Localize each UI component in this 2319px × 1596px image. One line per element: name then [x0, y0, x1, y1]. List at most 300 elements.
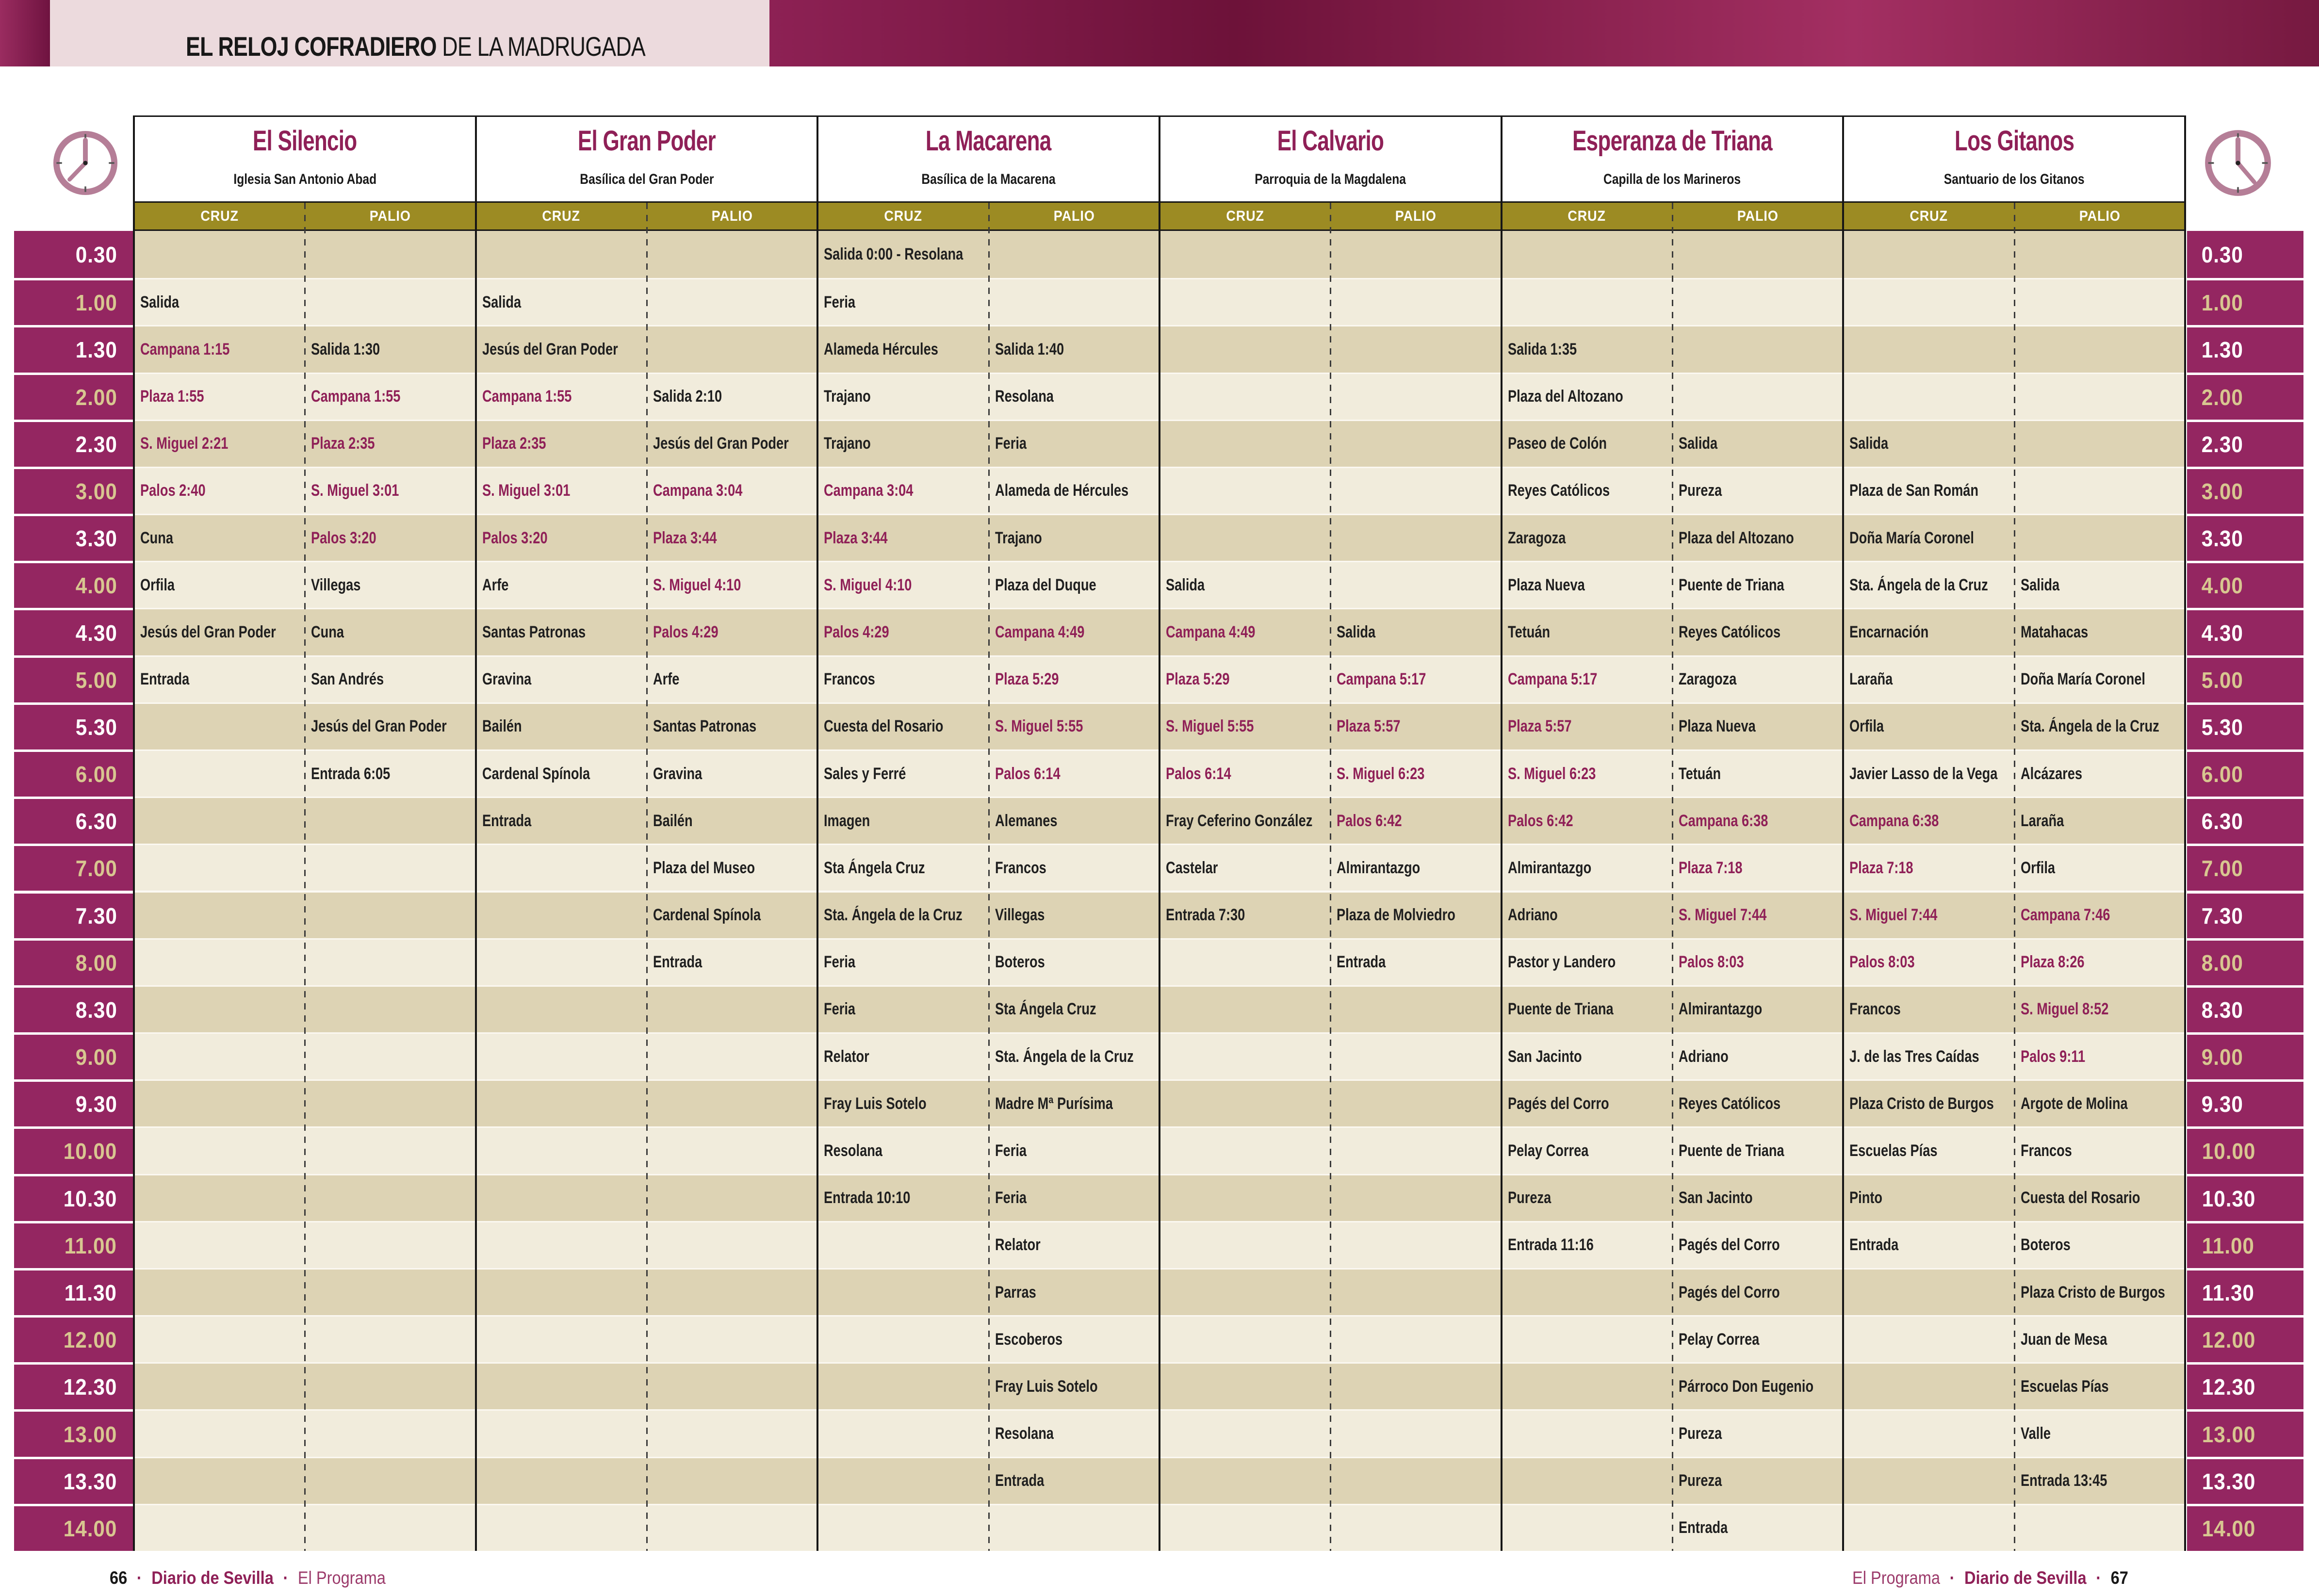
cell-text: Parras	[995, 1283, 1036, 1302]
cell-text: Resolana	[995, 1424, 1054, 1443]
subcolumn-header-label: CRUZ	[1910, 208, 1948, 224]
timetable-cell	[305, 1221, 475, 1268]
timetable-cell	[989, 1409, 1160, 1456]
subcolumn-header-cruz	[1160, 203, 1330, 229]
cell-text: Sta Ángela Cruz	[995, 1000, 1096, 1019]
time-rail-left-cell	[14, 702, 133, 749]
time-label: 3.00	[2201, 478, 2243, 504]
cell-text: Feria	[995, 434, 1027, 453]
timetable-cell	[1843, 655, 2014, 702]
timetable-cell	[1843, 373, 2014, 420]
timetable-cell	[1330, 749, 1501, 797]
time-rail-left-cell	[14, 231, 133, 278]
timetable-cell	[134, 1409, 305, 1456]
cell-text: Entrada 6:05	[311, 764, 391, 783]
cell-text: Santas Patronas	[482, 623, 586, 641]
timetable-cell	[989, 1221, 1160, 1268]
timetable-cell	[476, 797, 647, 844]
timetable-cell	[647, 844, 817, 891]
footer-separator: ·	[1949, 1568, 1955, 1588]
time-label: 2.30	[76, 431, 118, 457]
timetable-cell	[1330, 891, 1501, 938]
cell-text: Orfila	[140, 575, 175, 594]
timetable-cell	[1502, 1504, 1672, 1551]
timetable-cell	[647, 1174, 817, 1221]
time-label: 14.00	[2202, 1515, 2256, 1541]
timetable-cell	[2014, 278, 2185, 325]
time-rail-right-cell	[2187, 1174, 2303, 1221]
timetable-cell	[989, 514, 1160, 561]
cell-text: Plaza Nueva	[1507, 575, 1585, 594]
timetable-cell	[647, 420, 817, 467]
cell-text: Plaza 7:18	[1849, 858, 1913, 877]
cell-text: Campana 6:38	[1849, 811, 1939, 830]
subcolumn-header-cruz	[476, 203, 647, 229]
timetable-cell	[2014, 1221, 2185, 1268]
timetable-cell	[1672, 420, 1843, 467]
timetable-cell	[476, 467, 647, 514]
subcolumn-header-label: PALIO	[1737, 208, 1779, 224]
cell-text: Reyes Católicos	[1679, 1094, 1781, 1113]
timetable-cell	[1330, 1268, 1501, 1315]
timetable-cell	[2014, 1504, 2185, 1551]
cell-text: Sta. Ángela de la Cruz	[824, 906, 963, 925]
timetable-cell	[305, 985, 475, 1032]
timetable-cell	[1160, 985, 1330, 1032]
time-label: 10.30	[63, 1186, 117, 1211]
cell-text: Sta. Ángela de la Cruz	[1849, 575, 1989, 594]
time-label: 11.00	[65, 1233, 117, 1258]
time-rail-left-cell	[14, 608, 133, 655]
timetable-cell	[1843, 985, 2014, 1032]
timetable-cell	[1502, 985, 1672, 1032]
timetable-cell	[989, 608, 1160, 655]
cell-text: Entrada 10:10	[824, 1189, 911, 1207]
cell-text: Feria	[995, 1189, 1027, 1207]
timetable-cell	[1330, 1126, 1501, 1173]
timetable-cell	[1160, 608, 1330, 655]
timetable-cell	[1843, 1362, 2014, 1409]
time-label: 11.00	[2202, 1233, 2254, 1258]
timetable-cell	[989, 938, 1160, 985]
cell-text: Villegas	[995, 906, 1045, 925]
cell-text: Alameda de Hércules	[995, 481, 1128, 500]
time-label: 12.30	[2202, 1374, 2256, 1400]
section-name-2	[476, 122, 818, 160]
time-label: 14.00	[63, 1515, 117, 1541]
timetable-cell	[1160, 325, 1330, 372]
cell-text: Argote de Molina	[2020, 1094, 2128, 1113]
cell-text: Feria	[824, 1000, 856, 1019]
cell-text: Entrada	[140, 670, 190, 689]
section-name-6	[1843, 122, 2185, 160]
subcolumn-header-palio	[305, 203, 475, 229]
timetable-cell	[305, 1504, 475, 1551]
cell-text: Valle	[2020, 1424, 2051, 1443]
cell-text: Salida 1:30	[311, 340, 380, 358]
timetable-cell	[817, 844, 988, 891]
timetable-cell	[1843, 420, 2014, 467]
cell-text: Trajano	[995, 528, 1042, 547]
timetable-cell	[1672, 467, 1843, 514]
timetable-cell	[1672, 231, 1843, 278]
cell-text: Fray Ceferino González	[1166, 811, 1313, 830]
cell-text: Entrada	[482, 811, 531, 830]
timetable-cell	[1330, 1457, 1501, 1504]
timetable-cell	[305, 749, 475, 797]
timetable-cell	[476, 655, 647, 702]
timetable-cell	[134, 325, 305, 372]
timetable-cell	[476, 608, 647, 655]
cell-text: Campana 1:55	[311, 387, 401, 406]
cell-text: Campana 4:49	[995, 623, 1085, 641]
time-rail-right-cell	[2187, 373, 2303, 420]
timetable-cell	[989, 278, 1160, 325]
timetable-cell	[1330, 844, 1501, 891]
cell-text: Puente de Triana	[1507, 1000, 1614, 1019]
time-rail-right-cell	[2187, 278, 2303, 325]
cell-text: Jesús del Gran Poder	[311, 717, 447, 736]
timetable-cell	[2014, 1032, 2185, 1079]
cell-text: Palos 4:29	[653, 623, 719, 641]
timetable-cell	[1330, 702, 1501, 749]
cell-text: Sta Ángela Cruz	[824, 858, 925, 877]
time-label: 9.30	[76, 1091, 118, 1117]
time-label: 8.00	[76, 950, 118, 976]
timetable-cell	[1502, 1362, 1672, 1409]
time-rail-right-cell	[2187, 1362, 2303, 1409]
timetable-cell	[1160, 514, 1330, 561]
cell-text: Pagés del Corro	[1507, 1094, 1609, 1113]
time-label: 1.30	[76, 337, 118, 363]
page-title-rest: DE LA MADRUGADA	[436, 31, 645, 62]
cell-text: Alameda Hércules	[824, 340, 939, 358]
timetable-cell	[817, 1362, 988, 1409]
section-divider-line	[2184, 115, 2186, 1551]
section-church-5	[1502, 169, 1844, 190]
time-label: 11.30	[2202, 1280, 2254, 1305]
subcolumn-header-label: CRUZ	[200, 208, 239, 224]
timetable-cell	[1843, 608, 2014, 655]
time-rail-left-cell	[14, 655, 133, 702]
timetable-cell	[305, 231, 475, 278]
timetable-cell	[476, 938, 647, 985]
cell-text: S. Miguel 7:44	[1679, 906, 1767, 925]
time-label: 6.30	[76, 809, 118, 834]
timetable-cell	[989, 1174, 1160, 1221]
timetable-cell	[647, 608, 817, 655]
cell-text: Entrada	[1679, 1518, 1728, 1537]
timetable-cell	[817, 325, 988, 372]
timetable-cell	[476, 749, 647, 797]
timetable-cell	[1502, 514, 1672, 561]
timetable-cell	[817, 1409, 988, 1456]
cell-text: Puente de Triana	[1679, 1141, 1784, 1160]
timetable-cell	[2014, 985, 2185, 1032]
time-label: 9.00	[2201, 1044, 2243, 1070]
cell-text: Palos 6:42	[1507, 811, 1573, 830]
timetable-cell	[647, 561, 817, 608]
footer-separator: ·	[283, 1568, 289, 1588]
timetable-cell	[1330, 655, 1501, 702]
cell-text: Paseo de Colón	[1507, 434, 1607, 453]
time-rail-right-cell	[2187, 561, 2303, 608]
cell-text: Arfe	[653, 670, 680, 689]
top-band-left	[0, 0, 50, 66]
cell-text: Bailén	[653, 811, 693, 830]
timetable-cell	[1502, 231, 1672, 278]
timetable-cell	[476, 844, 647, 891]
footer-brand: Diario de Sevilla	[151, 1568, 274, 1588]
cell-text: Encarnación	[1849, 623, 1929, 641]
cell-text: Plaza Cristo de Burgos	[2020, 1283, 2165, 1302]
time-label: 13.30	[2202, 1468, 2256, 1494]
footer-program: El Programa	[297, 1568, 386, 1588]
timetable-cell	[1330, 938, 1501, 985]
cell-text: Pureza	[1507, 1189, 1551, 1207]
timetable-cell	[1330, 608, 1501, 655]
cell-text: Cuesta del Rosario	[824, 717, 944, 736]
timetable-cell	[1843, 1504, 2014, 1551]
cell-text: Relator	[995, 1236, 1041, 1254]
timetable-cell	[1502, 938, 1672, 985]
timetable-cell	[2014, 373, 2185, 420]
section-divider-line	[133, 115, 135, 1551]
timetable-cell	[1672, 1504, 1843, 1551]
cell-text: Zaragoza	[1679, 670, 1737, 689]
timetable-cell	[817, 797, 988, 844]
timetable-cell	[647, 797, 817, 844]
section-church-2	[476, 169, 818, 190]
timetable-cell	[989, 420, 1160, 467]
timetable-cell	[989, 373, 1160, 420]
subcolumn-header-label: PALIO	[369, 208, 411, 224]
time-rail-right-cell	[2187, 938, 2303, 985]
timetable-cell	[1330, 1504, 1501, 1551]
time-rail-right-cell	[2187, 702, 2303, 749]
timetable-cell	[476, 1315, 647, 1362]
timetable-cell	[647, 278, 817, 325]
timetable-cell	[1672, 1409, 1843, 1456]
cell-text: Plaza de San Román	[1849, 481, 1979, 500]
time-label: 7.30	[76, 903, 118, 928]
timetable-cell	[1672, 655, 1843, 702]
cell-text: Palos 3:20	[482, 528, 548, 547]
timetable-cell	[1672, 797, 1843, 844]
cell-text: Jesús del Gran Poder	[482, 340, 618, 358]
timetable-cell	[476, 1409, 647, 1456]
timetable-cell	[1843, 797, 2014, 844]
timetable-cell	[817, 749, 988, 797]
timetable-cell	[647, 749, 817, 797]
timetable-cell	[476, 1504, 647, 1551]
timetable-cell	[305, 938, 475, 985]
timetable-cell	[476, 373, 647, 420]
cell-text: Laraña	[2020, 811, 2064, 830]
time-label: 4.00	[2201, 573, 2243, 599]
timetable-cell	[1160, 1362, 1330, 1409]
subcolumn-header-palio	[1330, 203, 1501, 229]
timetable-cell	[1843, 1315, 2014, 1362]
cell-text: Francos	[1849, 1000, 1901, 1019]
timetable-cell	[134, 608, 305, 655]
timetable-cell	[1672, 985, 1843, 1032]
cell-text: Trajano	[824, 387, 871, 406]
cell-text: Salida	[2020, 575, 2059, 594]
timetable-cell	[1502, 749, 1672, 797]
cell-text: Plaza del Altozano	[1507, 387, 1623, 406]
cell-text: Palos 6:42	[1337, 811, 1402, 830]
cell-text: Plaza 3:44	[653, 528, 717, 547]
time-rail-right-cell	[2187, 1079, 2303, 1126]
timetable-cell	[1330, 797, 1501, 844]
timetable-cell	[1502, 561, 1672, 608]
timetable-cell	[134, 420, 305, 467]
cell-text: Boteros	[2020, 1236, 2071, 1254]
timetable-cell	[1672, 1079, 1843, 1126]
cell-text: Reyes Católicos	[1679, 623, 1781, 641]
time-rail-left-cell	[14, 1268, 133, 1315]
time-label: 12.30	[63, 1374, 117, 1400]
cell-text: Orfila	[1849, 717, 1884, 736]
cell-text: Campana 3:04	[824, 481, 914, 500]
timetable-cell	[1843, 278, 2014, 325]
cell-text: Villegas	[311, 575, 361, 594]
cell-text: Alemanes	[995, 811, 1058, 830]
cell-text: Plaza 2:35	[311, 434, 375, 453]
subcolumn-header-label: PALIO	[711, 208, 753, 224]
timetable-cell	[134, 985, 305, 1032]
footer-program: El Programa	[1852, 1568, 1940, 1588]
time-rail-right-cell	[2187, 514, 2303, 561]
time-rail-left-cell	[14, 1315, 133, 1362]
timetable-cell	[1330, 1409, 1501, 1456]
cell-text: Plaza del Duque	[995, 575, 1096, 594]
cell-text: Pelay Correa	[1679, 1330, 1760, 1349]
time-rail-right-cell	[2187, 420, 2303, 467]
timetable-cell	[476, 1362, 647, 1409]
timetable-cell	[476, 514, 647, 561]
timetable-cell	[1843, 325, 2014, 372]
cell-text: Plaza 3:44	[824, 528, 888, 547]
timetable-cell	[1330, 985, 1501, 1032]
cell-text: Palos 8:03	[1849, 953, 1915, 972]
time-label: 10.00	[63, 1139, 117, 1164]
timetable-cell	[134, 891, 305, 938]
cell-text: Salida 0:00 - Resolana	[824, 245, 964, 264]
section-church-3	[817, 169, 1160, 190]
timetable-cell	[305, 373, 475, 420]
cruz-palio-divider-line	[988, 203, 990, 1551]
timetable-cell	[817, 1174, 988, 1221]
cell-text: Gravina	[653, 764, 702, 783]
cell-text: Zaragoza	[1507, 528, 1566, 547]
timetable-cell	[476, 1174, 647, 1221]
timetable-cell	[817, 373, 988, 420]
timetable-cell	[1160, 1268, 1330, 1315]
cell-text: San Jacinto	[1507, 1047, 1582, 1066]
timetable-cell	[134, 1315, 305, 1362]
timetable-cell	[989, 1504, 1160, 1551]
timetable-cell	[1330, 514, 1501, 561]
timetable-cell	[647, 1457, 817, 1504]
timetable-cell	[647, 1032, 817, 1079]
timetable-cell	[2014, 420, 2185, 467]
cell-text: Javier Lasso de la Vega	[1849, 764, 1998, 783]
timetable-cell	[989, 891, 1160, 938]
section-name-5	[1502, 122, 1844, 160]
timetable-cell	[1160, 844, 1330, 891]
cell-text: Sta. Ángela de la Cruz	[2020, 717, 2159, 736]
cell-text: Pureza	[1679, 1424, 1722, 1443]
time-rail-left-cell	[14, 1221, 133, 1268]
timetable-cell	[476, 561, 647, 608]
subcolumn-header-palio	[2014, 203, 2185, 229]
timetable-cell	[817, 938, 988, 985]
timetable-cell	[1672, 608, 1843, 655]
timetable-cell	[1160, 1174, 1330, 1221]
timetable-cell	[1672, 1268, 1843, 1315]
timetable-cell	[305, 420, 475, 467]
section-church-6	[1843, 169, 2185, 190]
timetable-cell	[476, 231, 647, 278]
timetable-cell	[2014, 891, 2185, 938]
section-church-label: Capilla de los Marineros	[1603, 171, 1741, 187]
subcolumn-header-cruz	[134, 203, 305, 229]
timetable-cell	[817, 1268, 988, 1315]
time-rail-right-cell	[2187, 1409, 2303, 1456]
timetable-cell	[2014, 1362, 2185, 1409]
timetable-cell	[989, 985, 1160, 1032]
cell-text: Salida	[1337, 623, 1376, 641]
cell-text: S. Miguel 3:01	[482, 481, 571, 500]
timetable-cell	[1502, 1032, 1672, 1079]
time-label: 10.30	[2202, 1186, 2256, 1211]
timetable-cell	[647, 1504, 817, 1551]
timetable-cell	[817, 1457, 988, 1504]
timetable-cell	[305, 702, 475, 749]
time-rail-right-cell	[2187, 1221, 2303, 1268]
cell-text: Doña María Coronel	[1849, 528, 1975, 547]
timetable-cell	[1672, 561, 1843, 608]
timetable-cell	[1843, 1032, 2014, 1079]
timetable-cell	[476, 420, 647, 467]
cell-text: Plaza 5:57	[1507, 717, 1572, 736]
timetable-cell	[1160, 749, 1330, 797]
time-label: 4.30	[2201, 620, 2243, 646]
cell-text: S. Miguel 7:44	[1849, 906, 1938, 925]
timetable-cell	[305, 1457, 475, 1504]
timetable-cell	[134, 278, 305, 325]
timetable-cell	[1672, 938, 1843, 985]
timetable-cell	[1330, 420, 1501, 467]
section-church-label: Santuario de los Gitanos	[1943, 171, 2085, 187]
timetable-cell	[1843, 1126, 2014, 1173]
timetable-cell	[1502, 420, 1672, 467]
timetable-cell	[1672, 1174, 1843, 1221]
time-rail-left-cell	[14, 373, 133, 420]
timetable-cell	[134, 655, 305, 702]
timetable-cell	[1843, 1268, 2014, 1315]
timetable-cell	[2014, 702, 2185, 749]
timetable-cell	[1330, 1221, 1501, 1268]
timetable-cell	[134, 1504, 305, 1551]
subcolumn-header-cruz	[1843, 203, 2014, 229]
timetable-cell	[1160, 1221, 1330, 1268]
time-label: 7.00	[76, 856, 118, 881]
cell-text: Entrada 13:45	[2020, 1471, 2107, 1490]
timetable-cell	[1160, 278, 1330, 325]
